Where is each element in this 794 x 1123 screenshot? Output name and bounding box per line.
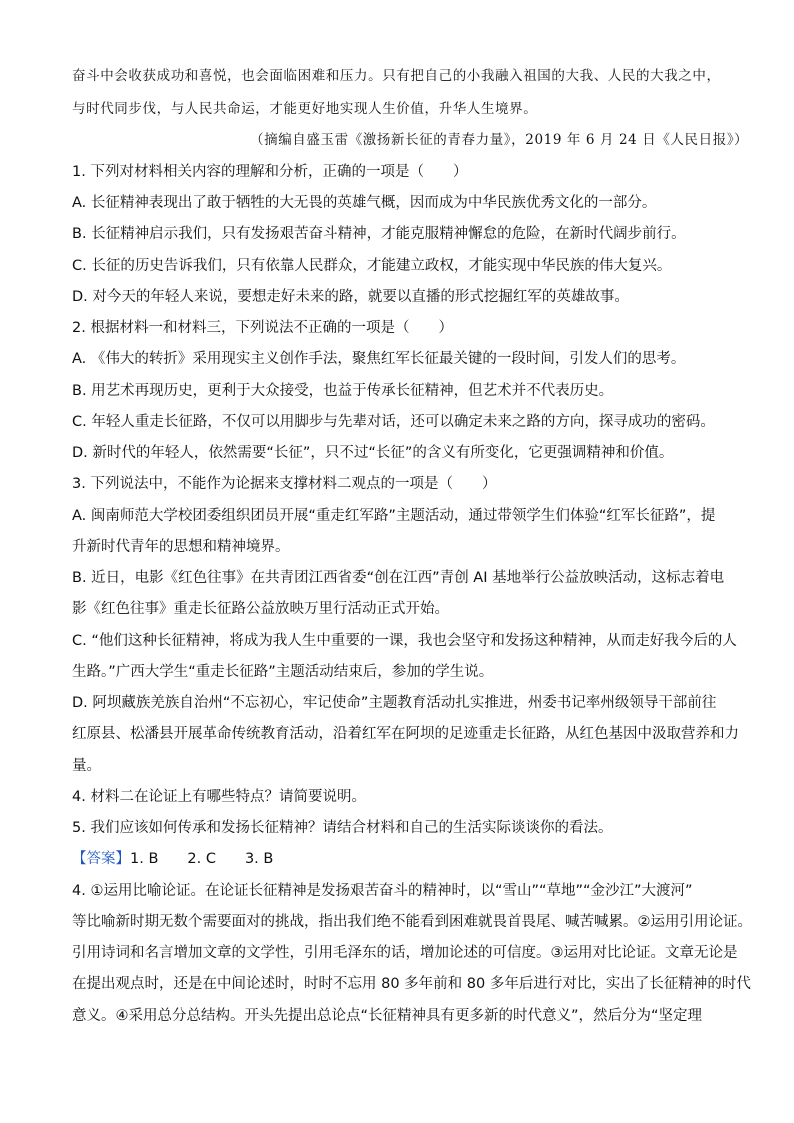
answer-line xyxy=(72,849,273,869)
explanation-line-5: 意义。④采用总分总结构。开头先提出总论点“长征精神具有更多新的时代意义”，然后分为“坚定理 xyxy=(72,1008,703,1024)
question-4: 4. 材料二在论证上有哪些特点？请简要说明。 xyxy=(72,789,366,805)
question-2-option-b: B. 用艺术再现历史，更利于大众接受，也益于传承长征精神，但艺术并不代表历史。 xyxy=(72,383,614,399)
question-3-option-a-line-1: A. 闽南师范大学校团委组织团员开展“重走红军路”主题活动，通过带领学生们体验“红军长征路”，提 xyxy=(72,508,716,524)
question-3-stem: 3. 下列说法中，不能作为论据来支撑材料二观点的一项是（ ） xyxy=(72,476,497,492)
explanation-line-3: 引用诗词和名言增加文章的文学性，引用毛泽东的话，增加论述的可信度。③运用对比论证。文章无论是 xyxy=(72,945,738,961)
answer-choices: 1. B 2. C 3. B xyxy=(130,851,274,867)
question-1-option-c: C. 长征的历史告诉我们，只有依靠人民群众，才能建立政权，才能实现中华民族的伟大复兴。 xyxy=(72,258,672,274)
question-2-option-c: C. 年轻人重走长征路，不仅可以用脚步与先辈对话，还可以确定未来之路的方向，探寻成功的密码。 xyxy=(72,414,715,430)
question-3-option-c-line-2: 生路。”广西大学生“重走长征路”主题活动结束后，参加的学生说。 xyxy=(72,664,494,680)
question-5: 5. 我们应该如何传承和发扬长征精神？请结合材料和自己的生活实际谈谈你的看法。 xyxy=(72,820,613,836)
intro-line-2: 与时代同步伐，与人民共命运，才能更好地实现人生价值，升华人生境界。 xyxy=(72,101,538,117)
question-2-option-a: A. 《伟大的转折》采用现实主义创作手法，聚焦红军长征最关键的一段时间，引发人们的思考。 xyxy=(72,351,686,367)
question-3-option-b-line-2: 影《红色往事》重走长征路公益放映万里行活动正式开始。 xyxy=(72,601,449,617)
question-2-option-d: D. 新时代的年轻人，依然需要“长征”，只不过“长征”的含义有所变化，它更强调精神和价值。 xyxy=(72,445,674,461)
question-1-option-b: B. 长征精神启示我们，只有发扬艰苦奋斗精神，才能克服精神懈怠的危险，在新时代阔步前行。 xyxy=(72,226,686,242)
question-3-option-b-line-1: B. 近日，电影《红色往事》在共青团江西省委“创在江西”青创 AI 基地举行公益放映活动，这标志着电 xyxy=(72,570,725,586)
question-1-stem: 1. 下列对材料相关内容的理解和分析，正确的一项是（ ） xyxy=(72,164,468,180)
explanation-line-4: 在提出观点时，还是在中间论述时，时时不忘用 80 多年前和 80 多年后进行对比，实出了长征精神的时代 xyxy=(72,976,751,992)
question-3-option-d-line-1: D. 阿坝藏族羌族自治州“不忘初心，牢记使命”主题教育活动扎实推进，州委书记率州级领导干部前往 xyxy=(72,695,717,711)
question-1-option-d: D. 对今天的年轻人来说，要想走好未来的路，就要以直播的形式挖掘红军的英雄故事。 xyxy=(72,289,629,305)
explanation-line-2: 等比喻新时期无数个需要面对的挑战，指出我们绝不能看到困难就畏首畏尾、喊苦喊累。②运用引用论证。 xyxy=(72,914,752,930)
question-2-stem: 2. 根据材料一和材料三，下列说法不正确的一项是（ ） xyxy=(72,320,453,336)
question-1-option-a: A. 长征精神表现出了敢于牺牲的大无畏的英雄气概，因而成为中华民族优秀文化的一部分。 xyxy=(72,195,657,211)
question-3-option-a-line-2: 升新时代青年的思想和精神境界。 xyxy=(72,539,290,555)
intro-line-1: 奋斗中会收获成功和喜悦，也会面临困难和压力。只有把自己的小我融入祖国的大我、人民的大我之中， xyxy=(72,68,721,84)
question-3-option-d-line-3: 量。 xyxy=(72,758,101,774)
source-citation: （摘编自盛玉雷《激扬新长征的青春力量》，2019 年 6 月 24 日《人民日报》） xyxy=(250,132,749,148)
answer-tag: 【答案】 xyxy=(72,851,130,867)
question-3-option-c-line-1: C. “他们这种长征精神，将成为我人生中重要的一课，我也会坚守和发扬这种精神，从而走好我今后的人 xyxy=(72,633,737,649)
explanation-line-1: 4. ①运用比喻论证。在论证长征精神是发扬艰苦奋斗的精神时，以“雪山”“草地”“金沙江”大渡河” xyxy=(72,883,693,899)
question-3-option-d-line-2: 红原县、松潘县开展革命传统教育活动，沿着红军在阿坝的足迹重走长征路，从红色基因中汲取营养和力 xyxy=(72,726,739,742)
